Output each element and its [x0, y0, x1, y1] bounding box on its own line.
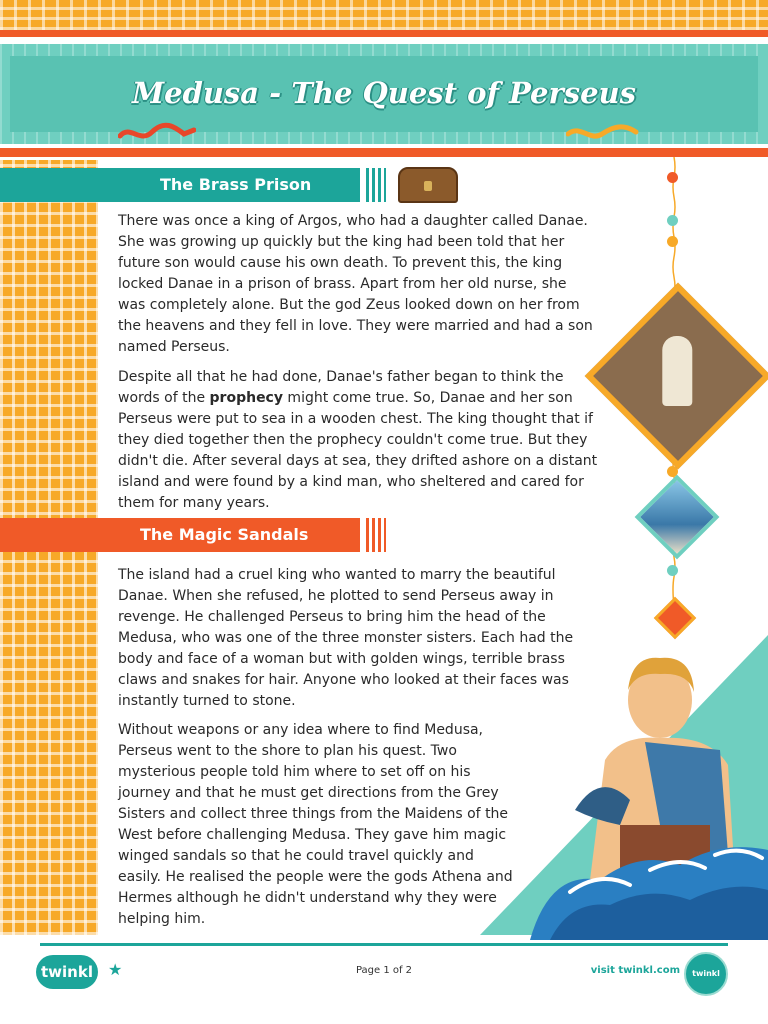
keyword-prophecy: prophecy [209, 390, 283, 406]
page-number: Page 1 of 2 [355, 965, 413, 976]
bead [667, 172, 678, 183]
star-icon: ★ [108, 960, 123, 979]
paragraph-text: Despite all that he had done, Danae's father began to think the words of the [118, 369, 564, 406]
danae-figure [662, 336, 692, 406]
footer-divider [40, 943, 728, 946]
section-heading-text: The Brass Prison [160, 175, 312, 194]
visit-link[interactable]: visit twinkl.com [590, 965, 680, 976]
ocean-wave-illustration [530, 830, 768, 940]
page-header [0, 44, 768, 144]
island-illustration [635, 475, 720, 560]
paragraph: There was once a king of Argos, who had a daughter called Danae. She was growing up quickly but the king had been told that her future son would cause his own death. To prevent this, the king locked Danae in a prison of brass. Apart from her old nurse, she was completely alone. But the god Zeus looked down on her from the heavens and they fell in love. They were married and had a son named Perseus. [118, 213, 593, 355]
paragraph [118, 367, 608, 514]
diamond-bead [654, 597, 696, 639]
quality-badge: twinkl [684, 952, 728, 996]
section-heading-brass-prison [0, 168, 360, 202]
heading-stripes [366, 168, 386, 202]
bead [667, 236, 678, 247]
snake-icon [566, 122, 644, 144]
paragraph-text: might come true. So, Danae and her son Perseus were put to sea in a wooden chest. The king thought that if they died together then the prophecy couldn't come true. But they didn't die. After several days at sea, they drifted ashore on a distant island and were found by a kind man, who sheltered and cared for them for many years. [118, 390, 598, 511]
section-heading-magic-sandals [0, 518, 360, 552]
danae-illustration [585, 283, 768, 470]
bead [667, 565, 678, 576]
paragraph: Without weapons or any idea where to find Medusa, Perseus went to the shore to plan his quest. Two mysterious people told him where to set off on his journey and that he must get directions from the Grey Sisters and collect three things from the Maidens of the West before challenging Medusa. They gave him magic winged sandals so that he could travel quickly and easily. He realised the people were the gods Athena and Hermes although he didn't understand why they were helping him. [118, 722, 513, 927]
chest-icon [398, 167, 458, 203]
section-heading-text: The Magic Sandals [140, 525, 309, 544]
paragraph: The island had a cruel king who wanted to marry the beautiful Danae. When she refused, he plotted to send Perseus away in revenge. He challenged Perseus to bring him the head of the Medusa, who was one of the three monster sisters. Each had the body and face of a woman but with golden wings, terrible brass claws and snakes for hair. Anyone who looked at their faces was instantly turned to stone. [118, 567, 574, 709]
heading-stripes [366, 518, 386, 552]
top-key-pattern [0, 0, 768, 30]
top-red-line [0, 30, 768, 37]
chest-lock [424, 181, 432, 191]
snake-icon [118, 122, 196, 144]
page-title: Medusa - The Quest of Perseus [132, 76, 636, 110]
twinkl-logo[interactable]: twinkl [36, 955, 98, 989]
bead [667, 215, 678, 226]
header-red-line [0, 148, 768, 157]
